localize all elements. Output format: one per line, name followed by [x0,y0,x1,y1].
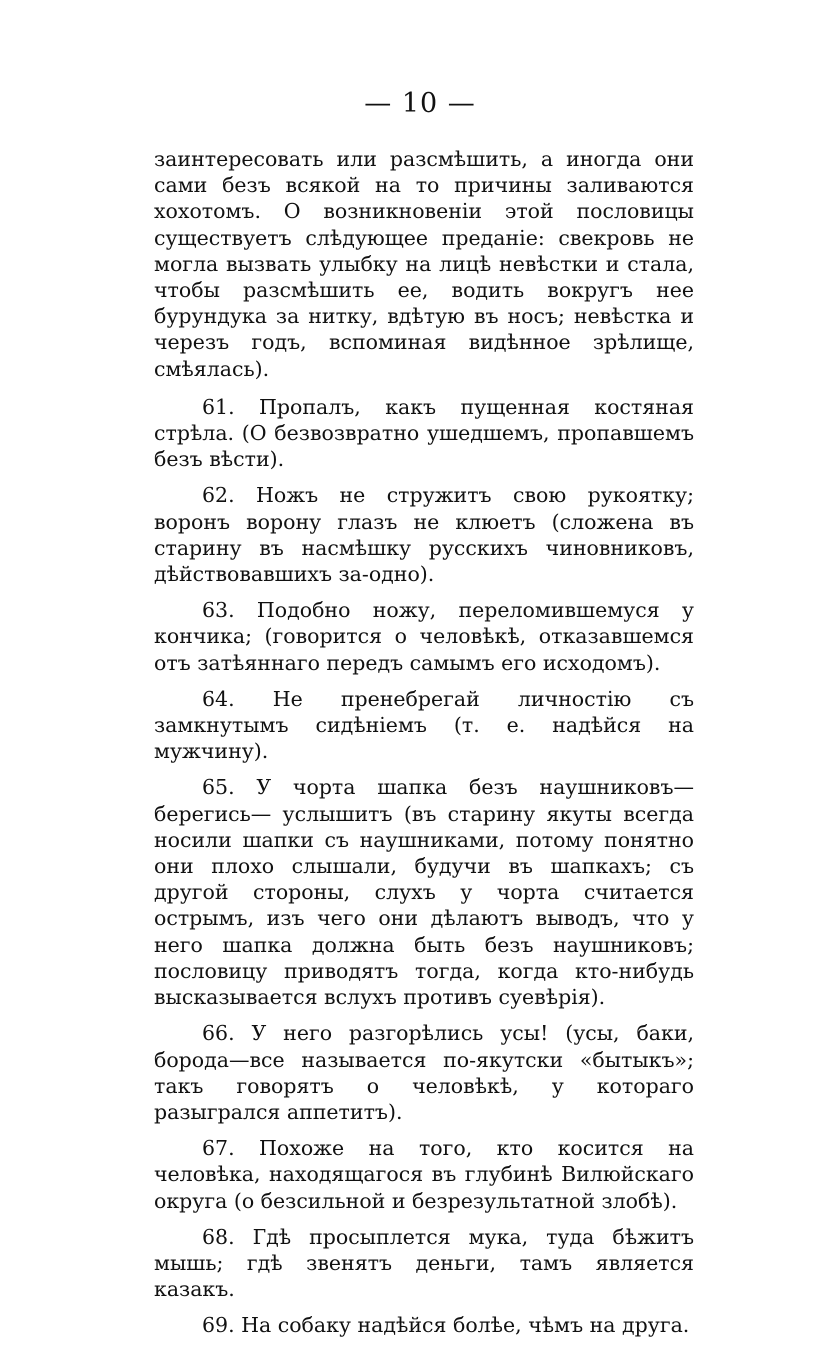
proverb-entry-68: 68. Гдѣ просыплется мука, туда бѣжитъ мышь; гдѣ звенятъ деньги, тамъ является казакъ. [154,1224,694,1302]
proverb-entry-65: 65. У чорта шапка безъ наушниковъ—берегись— услышитъ (въ старину якуты всегда носили шапки съ наушниками, потому понятно они плохо слышали, будучи въ шапкахъ; съ другой стороны, слухъ у чорта считается острымъ, изъ чего они дѣлаютъ выводъ, что у него шапка должна быть безъ наушниковъ; пословицу приводятъ тогда, когда кто-нибудь высказывается вслухъ противъ суевѣрія). [154,775,694,1010]
proverb-entry-64: 64. Не пренебрегай личностію съ замкнутымъ сидѣніемъ (т. е. надѣйся на мужчину). [154,686,694,764]
page-number: — 10 — [364,88,476,119]
proverb-entry-66: 66. У него разгорѣлись усы! (усы, баки, борода—все называется по-якутски «бытыкъ»; такъ говорятъ о человѣкѣ, у котораго разыгрался аппетитъ). [154,1021,694,1124]
continuation-paragraph: заинтересовать или разсмѣшить, а иногда они сами безъ всякой на то причины заливаются хохотомъ. О возникновеніи этой пословицы существуетъ слѣдующее преданіе: свекровь не могла вызвать улыбку на лицѣ невѣстки и стала, чтобы разсмѣшить ее, водить вокругъ нее бурундука за нитку, вдѣтую въ носъ; невѣстка и черезъ годъ, вспоминая видѣнное зрѣлище, смѣялась). [154,147,694,381]
proverb-entry-62: 62. Ножъ не стружитъ свою рукоятку; воронъ ворону глазъ не клюетъ (сложена въ старину въ насмѣшку русскихъ чиновниковъ, дѣйствовавшихъ за-одно). [154,483,694,587]
proverb-entry-67: 67. Похоже на того, кто косится на человѣка, находящагося въ глубинѣ Вилюйскаго округа (о безсильной и безрезультатной злобѣ). [154,1136,694,1213]
proverb-entry-69: 69. На собаку надѣйся болѣе, чѣмъ на друга. [202,1313,690,1338]
proverb-entry-61: 61. Пропалъ, какъ пущенная костяная стрѣла. (О безвозвратно ушедшемъ, пропавшемъ безъ вѣсти). [154,394,694,472]
proverb-entry-63: 63. Подобно ножу, переломившемуся у кончика; (говорится о человѣкѣ, отказавшемся отъ затѣяннаго передъ самымъ его исходомъ). [154,598,694,675]
page-body [154,146,694,1349]
